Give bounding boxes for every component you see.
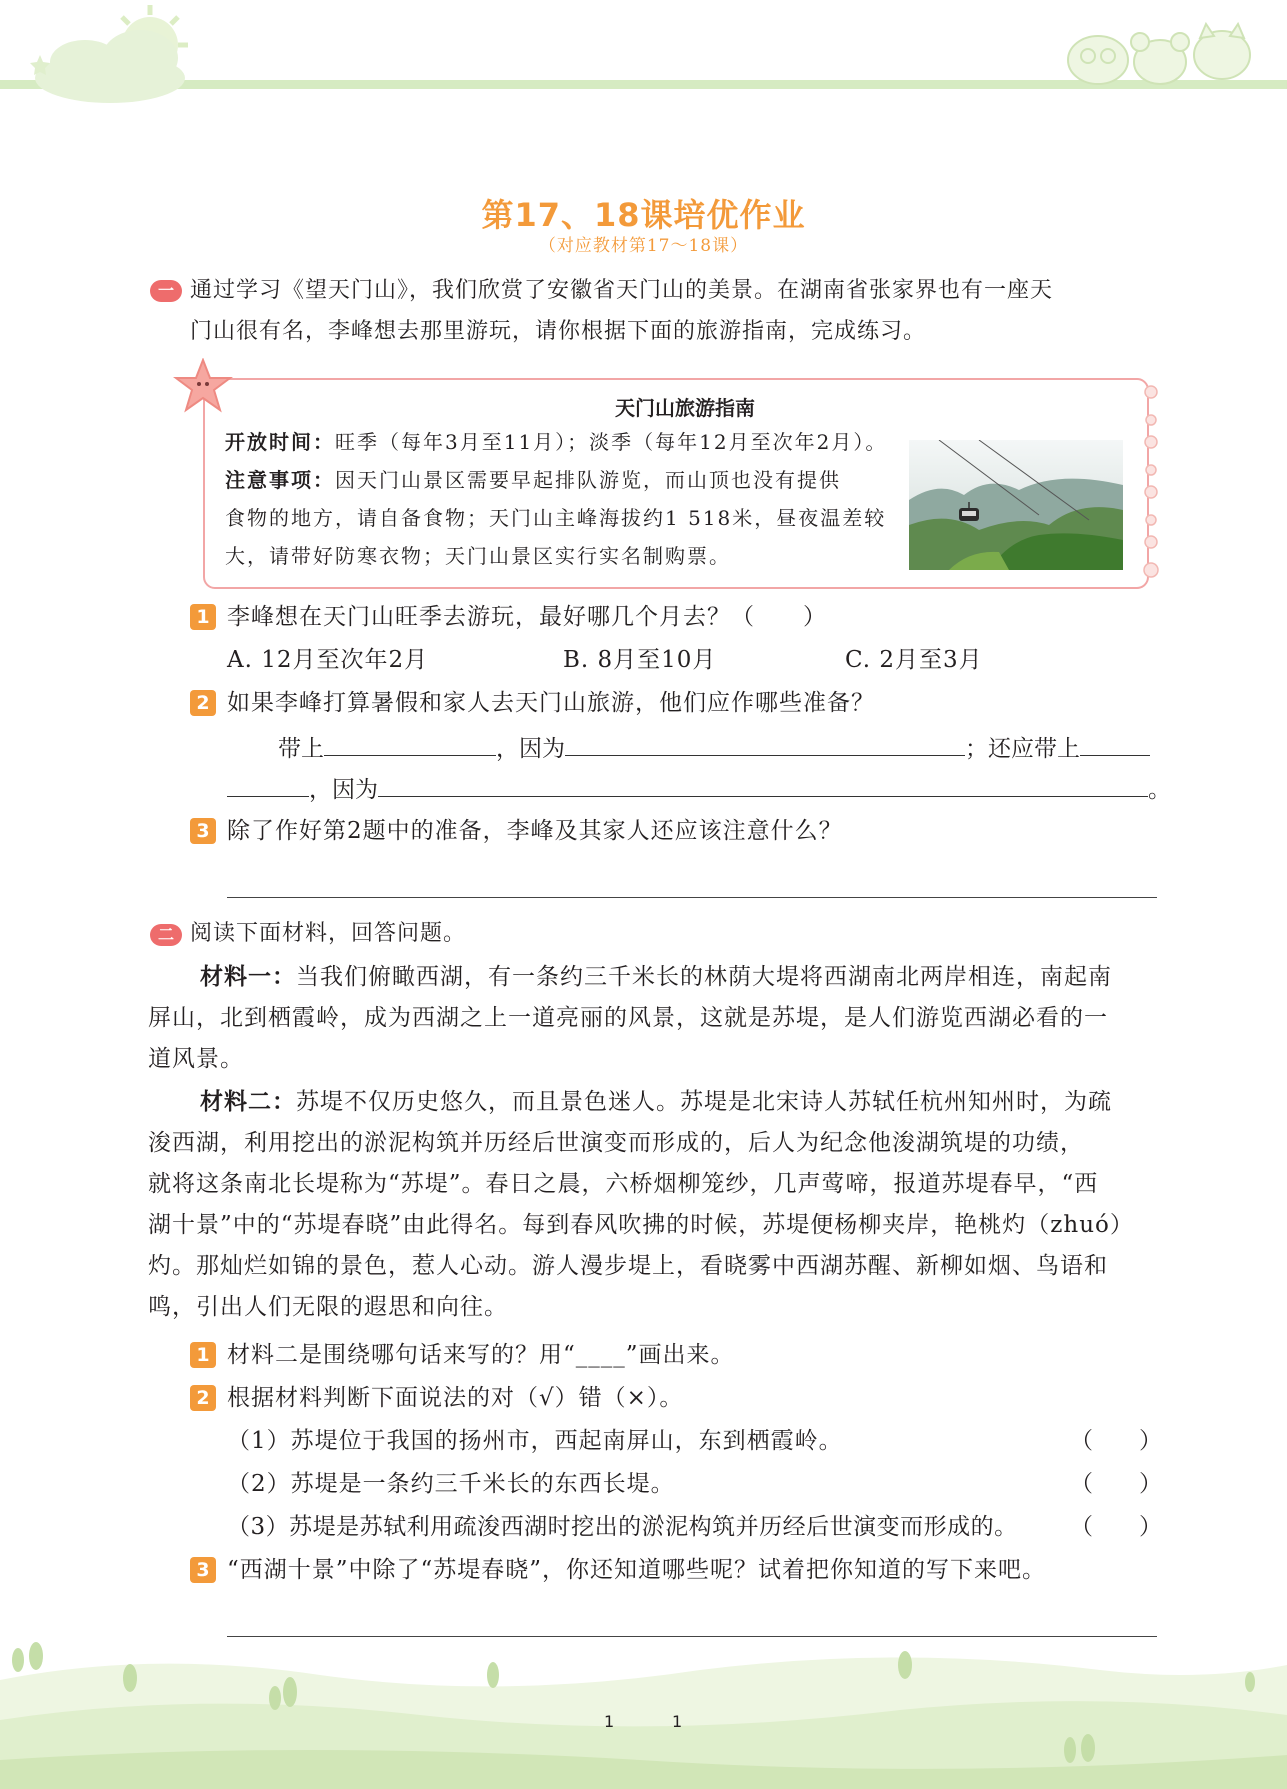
page-title: 第17、18课培优作业 [481, 196, 806, 234]
material1-line2: 屏山，北到栖霞岭，成为西湖之上一道亮丽的风景，这就是苏堤，是人们游览西湖必看的一 [148, 1005, 1108, 1031]
s1-q2-end: 。 [1148, 777, 1171, 803]
page-number-left: 1 [604, 1712, 615, 1731]
s1-q2-fill-line2 [227, 774, 1171, 805]
s1-q2-text: 如果李峰打算暑假和家人去天门山旅游，他们应作哪些准备？ [227, 690, 875, 716]
section-badge-1: 一 [150, 280, 182, 302]
material1-line1 [200, 962, 1112, 992]
material1-line3: 道风景。 [148, 1046, 244, 1072]
because-blank-2[interactable] [378, 774, 1148, 797]
material2-text1: 苏堤不仅历史悠久，而且景色迷人。苏堤是北宋诗人苏轼任杭州知州时，为疏 [296, 1089, 1112, 1115]
material2-line4: 湖十景”中的“苏堤春晓”由此得名。每到春风吹拂的时候，苏堤便杨柳夹岸，艳桃灼（zhuó） [148, 1212, 1134, 1238]
material2-line6: 鸣，引出人们无限的遐思和向往。 [148, 1294, 508, 1320]
s1-q1-option-a: A. 12月至次年2月 [227, 647, 429, 673]
header-decoration [0, 0, 1287, 120]
material2-line3: 就将这条南北长堤称为“苏堤”。春日之晨，六桥烟柳笼纱，几声莺啼，报道苏堤春早，“西 [148, 1171, 1099, 1197]
guide-note-line1 [225, 465, 841, 495]
s1-q2-fill-line1 [278, 733, 1150, 764]
also-bring-blank[interactable] [1080, 733, 1150, 756]
material2-line1 [200, 1087, 1112, 1117]
s1-q3-text: 除了作好第2题中的准备，李峰及其家人还应该注意什么？ [227, 818, 843, 844]
s2-q2-answer-3[interactable]: （ ） [1070, 1514, 1162, 1540]
s1-q3-answer-line[interactable] [227, 897, 1157, 898]
s1-q2-number: 2 [190, 690, 216, 716]
s2-q1-number: 1 [190, 1342, 216, 1368]
material1-text1: 当我们俯瞰西湖，有一条约三千米长的林荫大堤将西湖南北两岸相连，南起南 [296, 964, 1112, 990]
bring-blank[interactable] [324, 733, 496, 756]
also-bring-blank-cont[interactable] [227, 774, 309, 797]
s1-q1-text: 李峰想在天门山旺季去游玩，最好哪几个月去？（ ） [227, 604, 827, 630]
starfish-icon [172, 358, 234, 416]
material2-line2: 浚西湖，利用挖出的淤泥构筑并历经后世演变而形成的，后人为纪念他浚湖筑堤的功绩， [148, 1130, 1084, 1156]
cloud-icon [35, 30, 185, 103]
bring-label: 带上 [278, 736, 324, 762]
guide-note-line2: 食物的地方，请自备食物；天门山主峰海拔约1 518米，昼夜温差较 [225, 506, 887, 530]
s2-q2-statement-1: （1）苏堤位于我国的扬州市，西起南屏山，东到栖霞岭。 [227, 1428, 843, 1454]
cartoon-animals-icon [1068, 24, 1250, 84]
material1-label: 材料一： [200, 964, 296, 990]
s2-q3-text: “西湖十景”中除了“苏堤春晓”，你还知道哪些呢？试着把你知道的写下来吧。 [227, 1557, 1047, 1583]
s1-q3-number: 3 [190, 818, 216, 844]
guide-open-label: 开放时间： [225, 430, 335, 454]
section1-intro-line2: 门山很有名，李峰想去那里游玩，请你根据下面的旅游指南，完成练习。 [190, 319, 927, 344]
s2-q2-answer-1[interactable]: （ ） [1070, 1428, 1162, 1454]
s2-q2-statement-3: （3）苏堤是苏轼利用疏浚西湖时挖出的淤泥构筑并历经后世演变而形成的。 [227, 1514, 1018, 1540]
s1-q1-option-b: B. 8月至10月 [563, 647, 717, 673]
material2-label: 材料二： [200, 1089, 296, 1115]
s2-q2-answer-2[interactable]: （ ） [1070, 1471, 1162, 1497]
s1-q1-number: 1 [190, 604, 216, 630]
page-subtitle: （对应教材第17～18课） [538, 236, 749, 256]
section2-intro: 阅读下面材料，回答问题。 [190, 921, 467, 946]
s2-q1-text: 材料二是围绕哪句话来写的？用“____”画出来。 [227, 1342, 735, 1368]
guide-note-label: 注意事项： [225, 468, 335, 492]
material2-line5: 灼。那灿烂如锦的景色，惹人心动。游人漫步堤上，看晓雾中西湖苏醒、新柳如烟、鸟语和 [148, 1253, 1108, 1279]
s2-q3-number: 3 [190, 1557, 216, 1583]
s2-q2-text: 根据材料判断下面说法的对（√）错（×）。 [227, 1385, 684, 1411]
page-number-right: 1 [672, 1712, 683, 1731]
s2-q2-statement-2: （2）苏堤是一条约三千米长的东西长堤。 [227, 1471, 675, 1497]
because-label-2: ，因为 [309, 777, 378, 803]
s2-q2-number: 2 [190, 1385, 216, 1411]
because-label-1: ，因为 [496, 736, 565, 762]
section-badge-2: 二 [150, 924, 182, 946]
s1-q1-option-c: C. 2月至3月 [845, 647, 983, 673]
guide-note-text1: 因天门山景区需要早起排队游览，而山顶也没有提供 [335, 468, 841, 492]
cable-car-photo [909, 440, 1123, 570]
also-bring-label: ；还应带上 [965, 736, 1080, 762]
guide-note-line3: 大，请带好防寒衣物；天门山景区实行实名制购票。 [225, 544, 731, 568]
section1-intro-line1: 通过学习《望天门山》，我们欣赏了安徽省天门山的美景。在湖南省张家界也有一座天 [190, 278, 1054, 303]
because-blank-1[interactable] [565, 733, 965, 756]
bead-decoration [1138, 380, 1164, 590]
guide-open-time [225, 427, 887, 457]
guide-title: 天门山旅游指南 [615, 396, 755, 420]
guide-open-text: 旺季（每年3月至11月）；淡季（每年12月至次年2月）。 [335, 430, 888, 454]
footer-landscape [0, 1620, 1287, 1789]
